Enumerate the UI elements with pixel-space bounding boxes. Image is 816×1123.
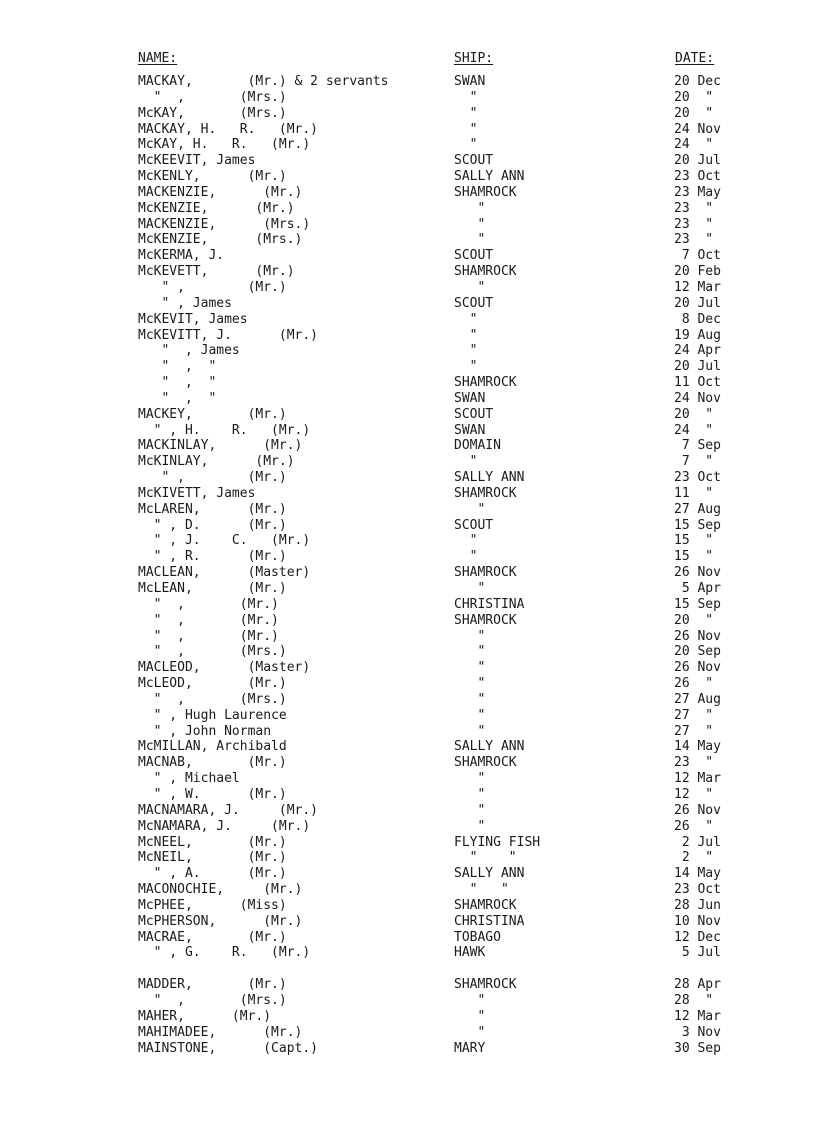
list-item bbox=[0, 676, 816, 692]
passenger-name: McKINLAY, (Mr.) bbox=[138, 454, 295, 470]
ship-name: " bbox=[454, 1008, 486, 1024]
ship-name: " bbox=[454, 137, 478, 153]
list-item bbox=[0, 866, 816, 882]
list-item bbox=[0, 153, 816, 169]
list-item bbox=[0, 771, 816, 787]
ship-name: SHAMROCK bbox=[454, 977, 517, 993]
list-item bbox=[0, 122, 816, 138]
list-item bbox=[0, 850, 816, 866]
arrival-date: 23 " bbox=[674, 200, 714, 216]
list-item bbox=[0, 644, 816, 660]
arrival-date: 28 " bbox=[674, 993, 714, 1009]
list-item bbox=[0, 486, 816, 502]
passenger-name: " , Michael bbox=[138, 771, 240, 787]
arrival-date: 2 " bbox=[674, 850, 714, 866]
list-item bbox=[0, 692, 816, 708]
passenger-name: MACNAB, (Mr.) bbox=[138, 755, 287, 771]
ship-name: " bbox=[454, 343, 478, 359]
arrival-date: 20 Feb bbox=[674, 264, 721, 280]
passenger-name: " , " bbox=[138, 390, 217, 406]
arrival-date: 27 " bbox=[674, 707, 714, 723]
ship-name: " bbox=[454, 802, 486, 818]
ship-name: " bbox=[454, 628, 486, 644]
arrival-date: 11 " bbox=[674, 485, 714, 501]
passenger-name: " , (Mrs.) bbox=[138, 691, 287, 707]
list-item bbox=[0, 359, 816, 375]
passenger-name: McNEEL, (Mr.) bbox=[138, 834, 287, 850]
ship-name: SWAN bbox=[454, 390, 486, 406]
ship-name: " bbox=[454, 89, 478, 105]
list-item bbox=[0, 438, 816, 454]
passenger-name: MACLEOD, (Master) bbox=[138, 660, 311, 676]
passenger-name: McKERMA, J. bbox=[138, 248, 225, 264]
arrival-date: 24 Apr bbox=[674, 343, 721, 359]
arrival-date: 12 Dec bbox=[674, 929, 721, 945]
list-item bbox=[0, 1041, 816, 1057]
list-item bbox=[0, 423, 816, 439]
arrival-date: 20 " bbox=[674, 89, 714, 105]
ship-name: SCOUT bbox=[454, 153, 494, 169]
arrival-date: 15 " bbox=[674, 533, 714, 549]
arrival-date: 26 Nov bbox=[674, 802, 721, 818]
passenger-name: McKENLY, (Mr.) bbox=[138, 169, 287, 185]
arrival-date: 23 May bbox=[674, 184, 721, 200]
arrival-date: 26 Nov bbox=[674, 565, 721, 581]
ship-name: MARY bbox=[454, 1040, 486, 1056]
list-item bbox=[0, 945, 816, 961]
arrival-date: 23 Oct bbox=[674, 882, 721, 898]
passenger-name: McLEAN, (Mr.) bbox=[138, 581, 287, 596]
list-item bbox=[0, 898, 816, 914]
list-item bbox=[0, 106, 816, 122]
arrival-date: 24 " bbox=[674, 137, 714, 153]
passenger-name: " , (Mr.) bbox=[138, 279, 287, 295]
list-item bbox=[0, 454, 816, 470]
ship-name: CHRISTINA bbox=[454, 596, 525, 612]
passenger-name: " , (Mr.) bbox=[138, 470, 287, 486]
ship-name: " bbox=[454, 311, 478, 327]
passenger-name: " , James bbox=[138, 295, 232, 311]
list-item bbox=[0, 708, 816, 724]
arrival-date: 27 Aug bbox=[674, 691, 721, 707]
arrival-date: 14 May bbox=[674, 866, 721, 882]
passenger-name: MAHIMADEE, (Mr.) bbox=[138, 1024, 303, 1040]
passenger-name: MACRAE, (Mr.) bbox=[138, 929, 287, 945]
arrival-date: 15 Sep bbox=[674, 596, 721, 612]
passenger-name: MACKINLAY, (Mr.) bbox=[138, 438, 303, 454]
passenger-name: " , G. R. (Mr.) bbox=[138, 945, 311, 961]
ship-name: TOBAGO bbox=[454, 929, 501, 945]
passenger-name: MAINSTONE, (Capt.) bbox=[138, 1040, 319, 1056]
list-item bbox=[0, 930, 816, 946]
ship-name: HAWK bbox=[454, 945, 486, 961]
passenger-name: " , (Mrs.) bbox=[138, 993, 287, 1009]
passenger-name: MACKENZIE, (Mrs.) bbox=[138, 216, 311, 232]
arrival-date: 14 May bbox=[674, 739, 721, 755]
list-item bbox=[0, 264, 816, 280]
ship-name: SHAMROCK bbox=[454, 485, 517, 501]
ship-name: SCOUT bbox=[454, 406, 494, 422]
arrival-date: 24 " bbox=[674, 422, 714, 438]
date-column-header: DATE: bbox=[675, 51, 715, 66]
ship-name: DOMAIN bbox=[454, 438, 501, 454]
arrival-date: 12 Mar bbox=[674, 1008, 721, 1024]
arrival-date: 12 Mar bbox=[674, 279, 721, 295]
arrival-date: 5 Jul bbox=[674, 945, 721, 961]
list-item bbox=[0, 248, 816, 264]
ship-name: " bbox=[454, 581, 486, 596]
ship-name: " bbox=[454, 216, 486, 232]
ship-name: SHAMROCK bbox=[454, 612, 517, 628]
list-item bbox=[0, 217, 816, 233]
list-item bbox=[0, 977, 816, 993]
ship-name: SCOUT bbox=[454, 248, 494, 264]
list-item bbox=[0, 581, 816, 597]
list-item bbox=[0, 565, 816, 581]
list-item bbox=[0, 343, 816, 359]
ship-name: CHRISTINA bbox=[454, 913, 525, 929]
ship-name: SHAMROCK bbox=[454, 755, 517, 771]
passenger-name: " , " bbox=[138, 375, 217, 391]
list-item bbox=[0, 819, 816, 835]
ship-name: " bbox=[454, 200, 486, 216]
ship-name: SCOUT bbox=[454, 517, 494, 533]
ship-name: SWAN bbox=[454, 422, 486, 438]
ship-name: " bbox=[454, 771, 486, 787]
passenger-name: " , (Mrs.) bbox=[138, 89, 287, 105]
ship-name: " bbox=[454, 786, 486, 802]
ship-name: SHAMROCK bbox=[454, 897, 517, 913]
ship-name: SALLY ANN bbox=[454, 169, 525, 185]
list-item bbox=[0, 882, 816, 898]
arrival-date: 7 Oct bbox=[674, 248, 721, 264]
arrival-date: 15 Sep bbox=[674, 517, 721, 533]
passenger-name: McKAY, (Mrs.) bbox=[138, 105, 287, 121]
arrival-date: 20 Sep bbox=[674, 644, 721, 660]
list-item bbox=[0, 280, 816, 296]
passenger-name: " , John Norman bbox=[138, 723, 272, 739]
ship-name: SHAMROCK bbox=[454, 264, 517, 280]
list-item bbox=[0, 835, 816, 851]
list-item bbox=[0, 724, 816, 740]
passenger-name: MAHER, (Mr.) bbox=[138, 1008, 272, 1024]
ship-name: " bbox=[454, 660, 486, 676]
arrival-date: 12 Mar bbox=[674, 771, 721, 787]
passenger-name: McKEVITT, J. (Mr.) bbox=[138, 327, 319, 343]
passenger-name: " , Hugh Laurence bbox=[138, 707, 287, 723]
list-item bbox=[0, 391, 816, 407]
list-item bbox=[0, 755, 816, 771]
column-header-row bbox=[0, 51, 816, 69]
ship-name: " bbox=[454, 723, 486, 739]
arrival-date: 20 Jul bbox=[674, 359, 721, 375]
list-item bbox=[0, 739, 816, 755]
list-item bbox=[0, 660, 816, 676]
passenger-name: MACKEY, (Mr.) bbox=[138, 406, 287, 422]
arrival-date: 7 Sep bbox=[674, 438, 721, 454]
list-item bbox=[0, 232, 816, 248]
ship-name: SHAMROCK bbox=[454, 375, 517, 391]
passenger-name: " , A. (Mr.) bbox=[138, 866, 287, 882]
ship-name: SALLY ANN bbox=[454, 470, 525, 486]
arrival-date: 24 Nov bbox=[674, 390, 721, 406]
ship-name: " bbox=[454, 707, 486, 723]
list-item bbox=[0, 613, 816, 629]
arrival-date: 20 Jul bbox=[674, 153, 721, 169]
passenger-name: " , J. C. (Mr.) bbox=[138, 533, 311, 549]
list-item bbox=[0, 629, 816, 645]
passenger-name: McLAREN, (Mr.) bbox=[138, 501, 287, 517]
list-item bbox=[0, 502, 816, 518]
ship-name: " bbox=[454, 691, 486, 707]
arrival-date: 27 " bbox=[674, 723, 714, 739]
ship-name: SHAMROCK bbox=[454, 184, 517, 200]
arrival-date: 2 Jul bbox=[674, 834, 721, 850]
passenger-name: " , R. (Mr.) bbox=[138, 549, 287, 565]
arrival-date: 12 " bbox=[674, 786, 714, 802]
passenger-name: " , (Mr.) bbox=[138, 628, 279, 644]
arrival-date: 23 Oct bbox=[674, 169, 721, 185]
ship-name: SCOUT bbox=[454, 295, 494, 311]
passenger-name: McPHERSON, (Mr.) bbox=[138, 913, 303, 929]
name-column-header: NAME: bbox=[138, 51, 178, 66]
arrival-date: 7 " bbox=[674, 454, 714, 470]
passenger-name: " , H. R. (Mr.) bbox=[138, 422, 311, 438]
list-item bbox=[0, 1025, 816, 1041]
passenger-name: MACLEAN, (Master) bbox=[138, 565, 311, 581]
ship-name: " bbox=[454, 1024, 486, 1040]
arrival-date: 28 Apr bbox=[674, 977, 721, 993]
list-item bbox=[0, 90, 816, 106]
passenger-name: McKEEVIT, James bbox=[138, 153, 256, 169]
passenger-name: McKAY, H. R. (Mr.) bbox=[138, 137, 311, 153]
list-item bbox=[0, 328, 816, 344]
list-item bbox=[0, 993, 816, 1009]
ship-name: " bbox=[454, 279, 486, 295]
arrival-date: 23 " bbox=[674, 755, 714, 771]
passenger-name: " , James bbox=[138, 343, 240, 359]
ship-name: " bbox=[454, 327, 478, 343]
ship-name: " bbox=[454, 676, 486, 692]
ship-name: " bbox=[454, 644, 486, 660]
arrival-date: 10 Nov bbox=[674, 913, 721, 929]
arrival-date: 23 Oct bbox=[674, 470, 721, 486]
list-item bbox=[0, 185, 816, 201]
list-item bbox=[0, 1009, 816, 1025]
passenger-name: McNAMARA, J. (Mr.) bbox=[138, 818, 311, 834]
ship-name: " bbox=[454, 818, 486, 834]
passenger-name: McKEVETT, (Mr.) bbox=[138, 264, 295, 280]
arrival-date: 20 " bbox=[674, 612, 714, 628]
arrival-date: 20 " bbox=[674, 105, 714, 121]
list-item bbox=[0, 518, 816, 534]
arrival-date: 3 Nov bbox=[674, 1024, 721, 1040]
list-item bbox=[0, 787, 816, 803]
ship-name: " bbox=[454, 232, 486, 248]
arrival-date: 26 Nov bbox=[674, 660, 721, 676]
arrival-date: 26 " bbox=[674, 676, 714, 692]
list-item bbox=[0, 296, 816, 312]
list-item bbox=[0, 201, 816, 217]
passenger-name: " , (Mr.) bbox=[138, 612, 279, 628]
ship-name: " " bbox=[454, 850, 517, 866]
ship-name: " bbox=[454, 549, 478, 565]
passenger-name: " , W. (Mr.) bbox=[138, 786, 287, 802]
passenger-name: MACKAY, (Mr.) & 2 servants bbox=[138, 74, 389, 89]
arrival-date: 20 Dec bbox=[674, 74, 721, 89]
ship-name: " bbox=[454, 121, 478, 137]
passenger-name: " , (Mr.) bbox=[138, 596, 279, 612]
list-item bbox=[0, 549, 816, 565]
passenger-name: McPHEE, (Miss) bbox=[138, 897, 287, 913]
arrival-date: 23 " bbox=[674, 232, 714, 248]
list-item bbox=[0, 533, 816, 549]
arrival-date: 20 " bbox=[674, 406, 714, 422]
ship-name: " bbox=[454, 359, 478, 375]
arrival-date: 23 " bbox=[674, 216, 714, 232]
arrival-date: 26 " bbox=[674, 818, 714, 834]
passenger-name: " , (Mrs.) bbox=[138, 644, 287, 660]
list-item bbox=[0, 470, 816, 486]
ship-name: SWAN bbox=[454, 74, 486, 89]
ship-name: " bbox=[454, 533, 478, 549]
arrival-date: 24 Nov bbox=[674, 121, 721, 137]
arrival-date: 8 Dec bbox=[674, 311, 721, 327]
arrival-date: 15 " bbox=[674, 549, 714, 565]
list-item bbox=[0, 597, 816, 613]
passenger-name: " , D. (Mr.) bbox=[138, 517, 287, 533]
ship-column-header: SHIP: bbox=[454, 51, 494, 66]
list-item bbox=[0, 137, 816, 153]
ship-name: " bbox=[454, 105, 478, 121]
passenger-name: McMILLAN, Archibald bbox=[138, 739, 287, 755]
passenger-name: MADDER, (Mr.) bbox=[138, 977, 287, 993]
list-item bbox=[0, 803, 816, 819]
passenger-name: MACONOCHIE, (Mr.) bbox=[138, 882, 303, 898]
passenger-list bbox=[0, 74, 816, 1074]
list-item bbox=[0, 407, 816, 423]
passenger-name: MACKENZIE, (Mr.) bbox=[138, 184, 303, 200]
list-item bbox=[0, 74, 816, 90]
list-item bbox=[0, 169, 816, 185]
ship-name: " bbox=[454, 501, 486, 517]
ship-name: " bbox=[454, 454, 478, 470]
arrival-date: 20 Jul bbox=[674, 295, 721, 311]
arrival-date: 26 Nov bbox=[674, 628, 721, 644]
ship-name: SALLY ANN bbox=[454, 866, 525, 882]
passenger-name: " , " bbox=[138, 359, 217, 375]
passenger-name: McKENZIE, (Mrs.) bbox=[138, 232, 303, 248]
passenger-name: McLEOD, (Mr.) bbox=[138, 676, 287, 692]
ship-name: " bbox=[454, 993, 486, 1009]
arrival-date: 5 Apr bbox=[674, 581, 721, 596]
passenger-name: MACNAMARA, J. (Mr.) bbox=[138, 802, 319, 818]
ship-name: FLYING FISH bbox=[454, 834, 541, 850]
passenger-name: McNEIL, (Mr.) bbox=[138, 850, 287, 866]
arrival-date: 30 Sep bbox=[674, 1040, 721, 1056]
ship-name: SHAMROCK bbox=[454, 565, 517, 581]
arrival-date: 11 Oct bbox=[674, 375, 721, 391]
arrival-date: 19 Aug bbox=[674, 327, 721, 343]
passenger-name: McKEVIT, James bbox=[138, 311, 248, 327]
passenger-name: MACKAY, H. R. (Mr.) bbox=[138, 121, 319, 137]
list-item bbox=[0, 375, 816, 391]
arrival-date: 28 Jun bbox=[674, 897, 721, 913]
passenger-name: McKENZIE, (Mr.) bbox=[138, 200, 295, 216]
passenger-name: McKIVETT, James bbox=[138, 485, 256, 501]
ship-name: SALLY ANN bbox=[454, 739, 525, 755]
ship-name: " " bbox=[454, 882, 509, 898]
arrival-date: 27 Aug bbox=[674, 501, 721, 517]
list-item bbox=[0, 312, 816, 328]
list-item bbox=[0, 914, 816, 930]
